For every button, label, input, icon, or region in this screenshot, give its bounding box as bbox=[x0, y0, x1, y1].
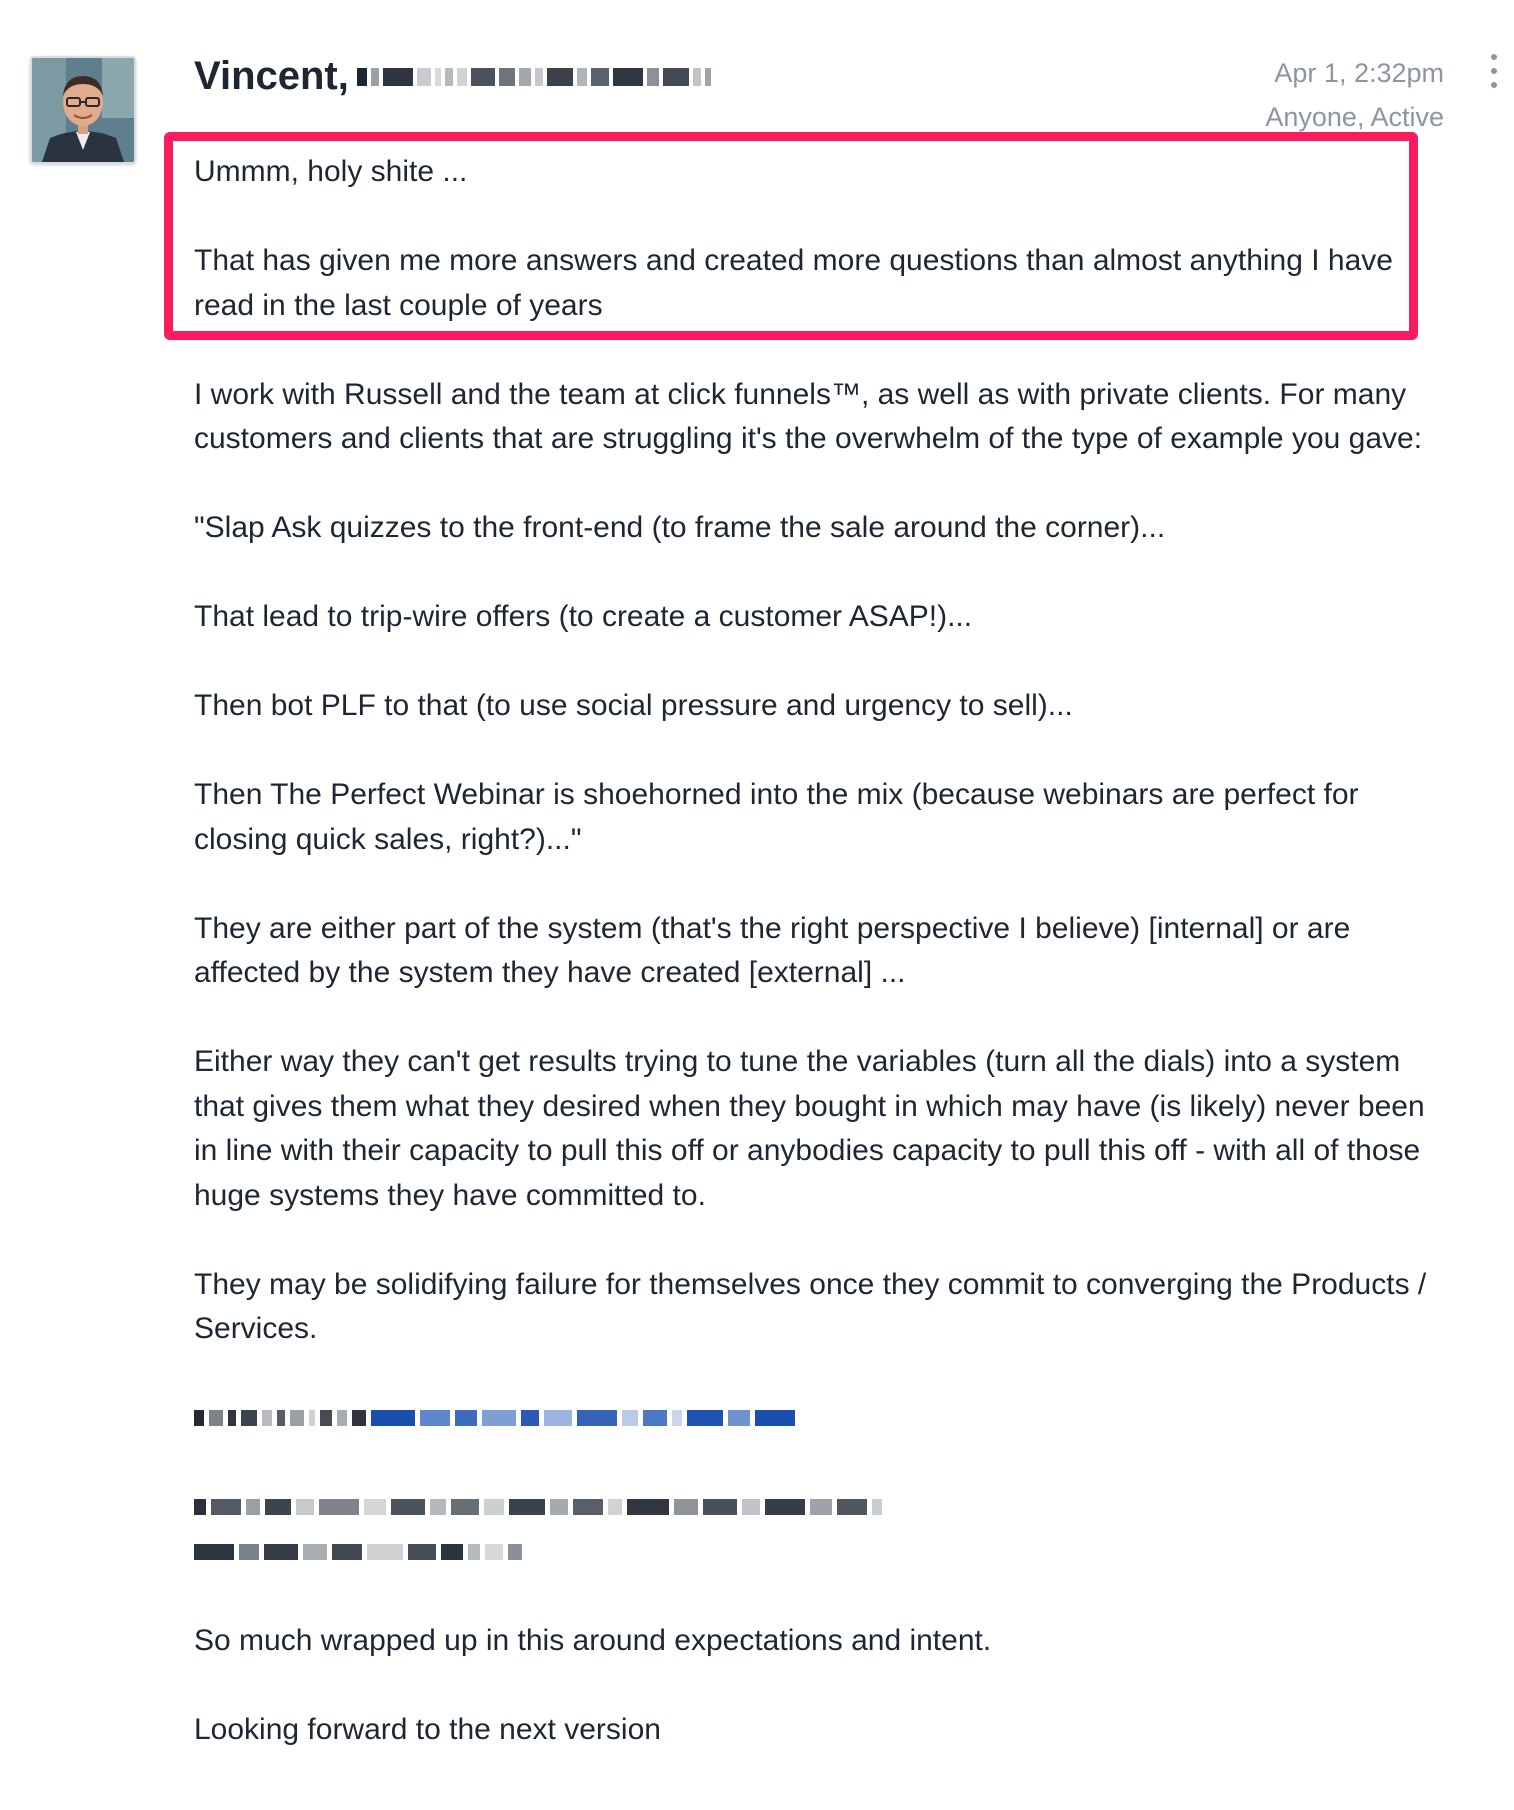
paragraph: They are either part of the system (that's the right perspective I believe) [internal] or are affected by the system they have created [external] ... bbox=[194, 911, 1351, 989]
redacted-link-line[interactable] bbox=[194, 1396, 1444, 1441]
post-body bbox=[194, 150, 1444, 1752]
redacted-author-details bbox=[357, 68, 711, 86]
paragraph: Either way they can't get results trying to tune the variables (turn all the dials) into a system that gives them what they desired when they bought in which may have (is likely) never been in line with their capacity to pull this off or anybodies capacity to pull this off - with all of those huge systems they have committed to. bbox=[194, 1045, 1425, 1212]
redacted-text-line bbox=[194, 1530, 1444, 1575]
more-options-icon[interactable] bbox=[1488, 54, 1500, 88]
paragraph: I work with Russell and the team at click funnels™, as well as with private clients. For many customers and clients that are struggling it's the overwhelm of the type of example you gave: bbox=[194, 377, 1423, 455]
paragraph: Ummm, holy shite ... bbox=[194, 155, 468, 188]
profile-photo bbox=[32, 58, 134, 162]
paragraph: Looking forward to the next version bbox=[194, 1712, 661, 1746]
paragraph: That has given me more answers and created more questions than almost anything I have read in the last couple of years bbox=[194, 244, 1393, 322]
author-name[interactable]: Vincent, bbox=[194, 54, 349, 98]
paragraph: That lead to trip-wire offers (to create a customer ASAP!)... bbox=[194, 600, 973, 633]
paragraph: They may be solidifying failure for themselves once they commit to converging the Products / Services. bbox=[194, 1267, 1427, 1345]
paragraph: Then bot PLF to that (to use social pressure and urgency to sell)... bbox=[194, 689, 1073, 722]
post-audience: Anyone, Active bbox=[1265, 102, 1444, 132]
redacted-text-line bbox=[194, 1485, 1444, 1530]
paragraph: "Slap Ask quizzes to the front-end (to frame the sale around the corner)... bbox=[194, 511, 1166, 544]
post-timestamp[interactable]: Apr 1, 2:32pm bbox=[1274, 58, 1444, 88]
author-line bbox=[194, 54, 711, 99]
paragraph: Then The Perfect Webinar is shoehorned into the mix (because webinars are perfect for closing quick sales, right?)..." bbox=[194, 778, 1359, 856]
paragraph: So much wrapped up in this around expectations and intent. bbox=[194, 1623, 992, 1657]
avatar[interactable] bbox=[30, 56, 136, 164]
